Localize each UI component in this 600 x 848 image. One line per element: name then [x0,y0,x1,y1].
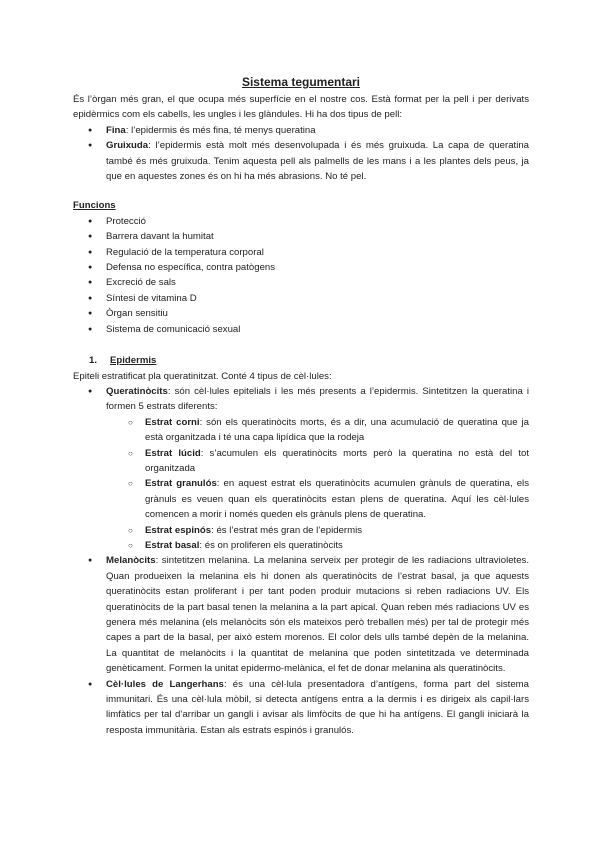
cell-text: : sintetitzen melanina. La melanina serveix per protegir de les radiacions ultravioletes. Quan produeixen la melanina els hi donen als queratinòcits de l’estrat basal, ja que aquests queratinòcits estan proliferant i per tant poden produir mutacions si reben radiacions UV. Els queratinòcits de la part basal tenen la melanina a la part apical. Quan reben més radiacions UV es genera més melanina (els melanòcits són els mateixos però treballen més) per tal de protegir més capes a part de la basal, per això estem morenos. El color dels ulls també depèn de la melanina. La quantitat de melanòcits i la quantitat de melanina que poden sintetitzada ve determinada genèticament. Formen la unitat epidermo-melànica, el fet de donar melanina als queratinòcits. [106,555,529,675]
list-item: ● Barrera davant la humitat [73,229,529,244]
cell-types-list [73,384,529,738]
skin-type-label: Gruixuda [106,140,149,152]
stratum-text: : en aquest estrat els queratinòcits acumulen grànuls de queratina, els grànuls es veuen quan els queratinòcits estan plens de queratina. Aquí les cèl·lules comencen a morir i només queden els grànuls plens de queratina. [145,478,529,521]
page-title: Sistema tegumentari [241,75,361,89]
list-item [73,476,529,522]
list-item: ● Defensa no específica, contra patògens [73,260,529,275]
cell-label: Queratinòcits [106,385,168,397]
list-item [73,523,529,538]
stratum-text: : són els queratinòcits morts, és a dir, una acumulació de queratina que ja està organitzada i té una capa lipídica que la rodeja [145,416,529,444]
cell-label: Cèl·lules de Langerhans [106,678,224,690]
list-item [73,446,529,477]
list-item: ● Excreció de sals [73,275,529,290]
skin-type-label: Fina [106,124,126,136]
cell-label: Melanòcits [106,555,156,567]
stratum-label: Estrat lúcid [145,447,201,459]
document-page [73,74,529,738]
list-item: ● Sistema de comunicació sexual [73,322,529,337]
list-item [73,538,529,553]
epidermis-intro: Epiteli estratificat pla queratinitzat. Conté 4 tipus de cèl·lules: [73,370,332,382]
section-heading-epidermis [73,353,529,368]
list-item [73,123,529,138]
section-number: 1. [89,355,98,367]
stratum-text: : és on proliferen els queratinòcits [199,539,343,551]
stratum-label: Estrat granulós [145,478,217,490]
stratum-label: Estrat espinós [145,524,212,536]
skin-type-text: : l’epidermis està molt més desenvolupada i és més gruixuda. La capa de queratina també és més gruixuda. Tenim aquesta pell als palmells de les mans i a les plantes dels peus, ja que en aquestes zones és on hi ha més abrasions. No té pel. [106,140,529,183]
functions-heading: Funcions [73,200,116,212]
list-item-melanocytes [73,553,529,676]
stratum-text: : és l’estrat més gran de l’epidermis [211,524,363,536]
intro-paragraph: És l’òrgan més gran, el que ocupa més superfície en el nostre cos. Està format per la pell i per derivats epidèrmics com els cabells, les ungles i les glàndules. Hi ha dos tipus de pell: [73,94,529,121]
list-item: ● Protecció [73,214,529,229]
list-item [73,138,529,184]
strata-list [73,415,529,554]
cell-text: : són cèl·lules epitelials i les més presents a l’epidermis. Sintetitzen la queratina i formen 5 estrats diferents: [106,385,529,413]
stratum-label: Estrat corni [145,416,200,428]
list-item: ● Òrgan sensitiu [73,306,529,321]
list-item: ● Regulació de la temperatura corporal [73,245,529,260]
functions-list [73,214,529,337]
stratum-label: Estrat basal [145,539,200,551]
list-item-langerhans [73,677,529,739]
skin-types-list [73,123,529,185]
stratum-text: : s’acumulen els queratinòcits morts però la queratina no està del tot organitzada [145,447,529,474]
cell-text: : és una cèl·lula presentadora d’antígens, forma part del sistema immunitari. És una cèl·lula mòbil, si detecta antígens entra a la dermis i es dirigeix als capil·lars limfàtics per tal d’arribar un gangli i avisar als limfòcits de que hi ha antígens. El gangli iniciarà la resposta immunitària. Estan als estrats espinós i granulós. [106,678,530,736]
list-item [73,415,529,446]
list-item: ● Síntesi de vitamina D [73,291,529,306]
section-title: Epidermis [110,355,157,367]
list-item-keratinocytes [73,384,529,553]
skin-type-text: : l’epidermis és més fina, té menys queratina [125,124,316,136]
